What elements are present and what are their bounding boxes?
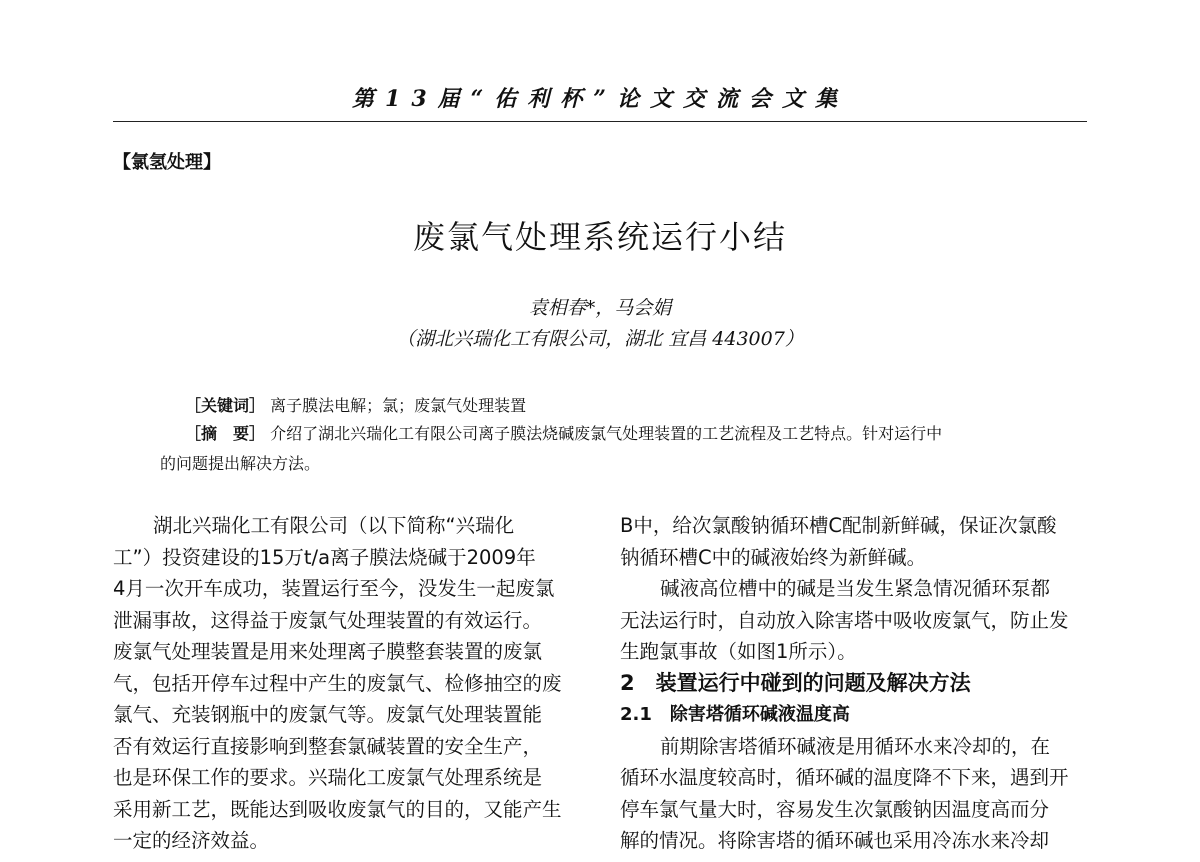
body-line: 采用新工艺，既能达到吸收废氯气的目的，又能产生	[113, 797, 562, 821]
affiliation: （湖北兴瑞化工有限公司，湖北 宜昌 443007）	[396, 328, 804, 350]
body-line: 气，包括开停车过程中产生的废氯气、检修抽空的废	[113, 671, 562, 695]
body-line: 一定的经济效益。	[113, 829, 270, 852]
left-column	[113, 510, 583, 857]
abstract-line-2: 的问题提出解决方法。	[160, 454, 321, 473]
body-line: 前期除害塔循环碱液是用循环水来冷却的，在	[660, 734, 1051, 758]
body-line: 废氯气处理装置是用来处理离子膜整套装置的废氯	[113, 640, 543, 663]
body-line: 解的情况。将除害塔的循环碱也采用冷冻水来冷却	[620, 829, 1050, 852]
authors: 袁相春*，马会娟	[528, 297, 672, 319]
body-line: B中，给次氯酸钠循环槽C配制新鲜碱，保证次氯酸	[620, 514, 1057, 537]
body-line: 停车氯气量大时，容易发生次氯酸钠因温度高而分	[620, 797, 1050, 821]
keywords-text: 离子膜法电解；氯；废氯气处理装置	[270, 396, 527, 415]
subsection-heading: 2.1 除害塔循环碱液温度高	[620, 704, 850, 725]
body-line: 否有效运行直接影响到整套氯碱装置的安全生产，	[113, 734, 543, 758]
body-line: 碱液高位槽中的碱是当发生紧急情况循环泵都	[660, 577, 1051, 600]
keywords	[185, 393, 526, 416]
body-line: 循环水温度较高时，循环碱的温度降不下来，遇到开	[620, 766, 1069, 789]
body-line: 生跑氯事故（如图1所示）。	[620, 640, 857, 663]
abstract-label: ［摘 要］	[185, 424, 266, 443]
body-line: 工”）投资建设的15万t/a离子膜法烧碱于2009年	[113, 545, 536, 569]
running-head: 第13届“佑利杯”论文交流会文集	[352, 86, 848, 112]
section-tag: 【氯氢处理】	[113, 152, 221, 173]
header-rule	[113, 121, 1087, 122]
body-line: 4月一次开车成功，装置运行至今，没发生一起废氯	[113, 577, 555, 600]
body-line: 湖北兴瑞化工有限公司（以下简称“兴瑞化	[153, 514, 515, 537]
abstract-continued	[160, 451, 320, 474]
body-line: 泄漏事故，这得益于废氯气处理装置的有效运行。	[113, 608, 543, 632]
body-line: 也是环保工作的要求。兴瑞化工废氯气处理系统是	[113, 766, 543, 789]
abstract	[185, 421, 942, 444]
keywords-label: ［关键词］	[185, 396, 266, 415]
paper-title: 废氯气处理系统运行小结	[412, 218, 787, 256]
body-line: 氯气、充装钢瓶中的废氯气等。废氯气处理装置能	[113, 703, 543, 726]
abstract-line-1: 介绍了湖北兴瑞化工有限公司离子膜法烧碱废氯气处理装置的工艺流程及工艺特点。针对运行中	[270, 424, 943, 443]
body-line: 无法运行时，自动放入除害塔中吸收废氯气，防止发	[620, 608, 1069, 632]
body-line: 钠循环槽C中的碱液始终为新鲜碱。	[620, 545, 927, 569]
section-heading: 2 装置运行中碰到的问题及解决方法	[620, 670, 971, 695]
right-column	[620, 510, 1090, 857]
